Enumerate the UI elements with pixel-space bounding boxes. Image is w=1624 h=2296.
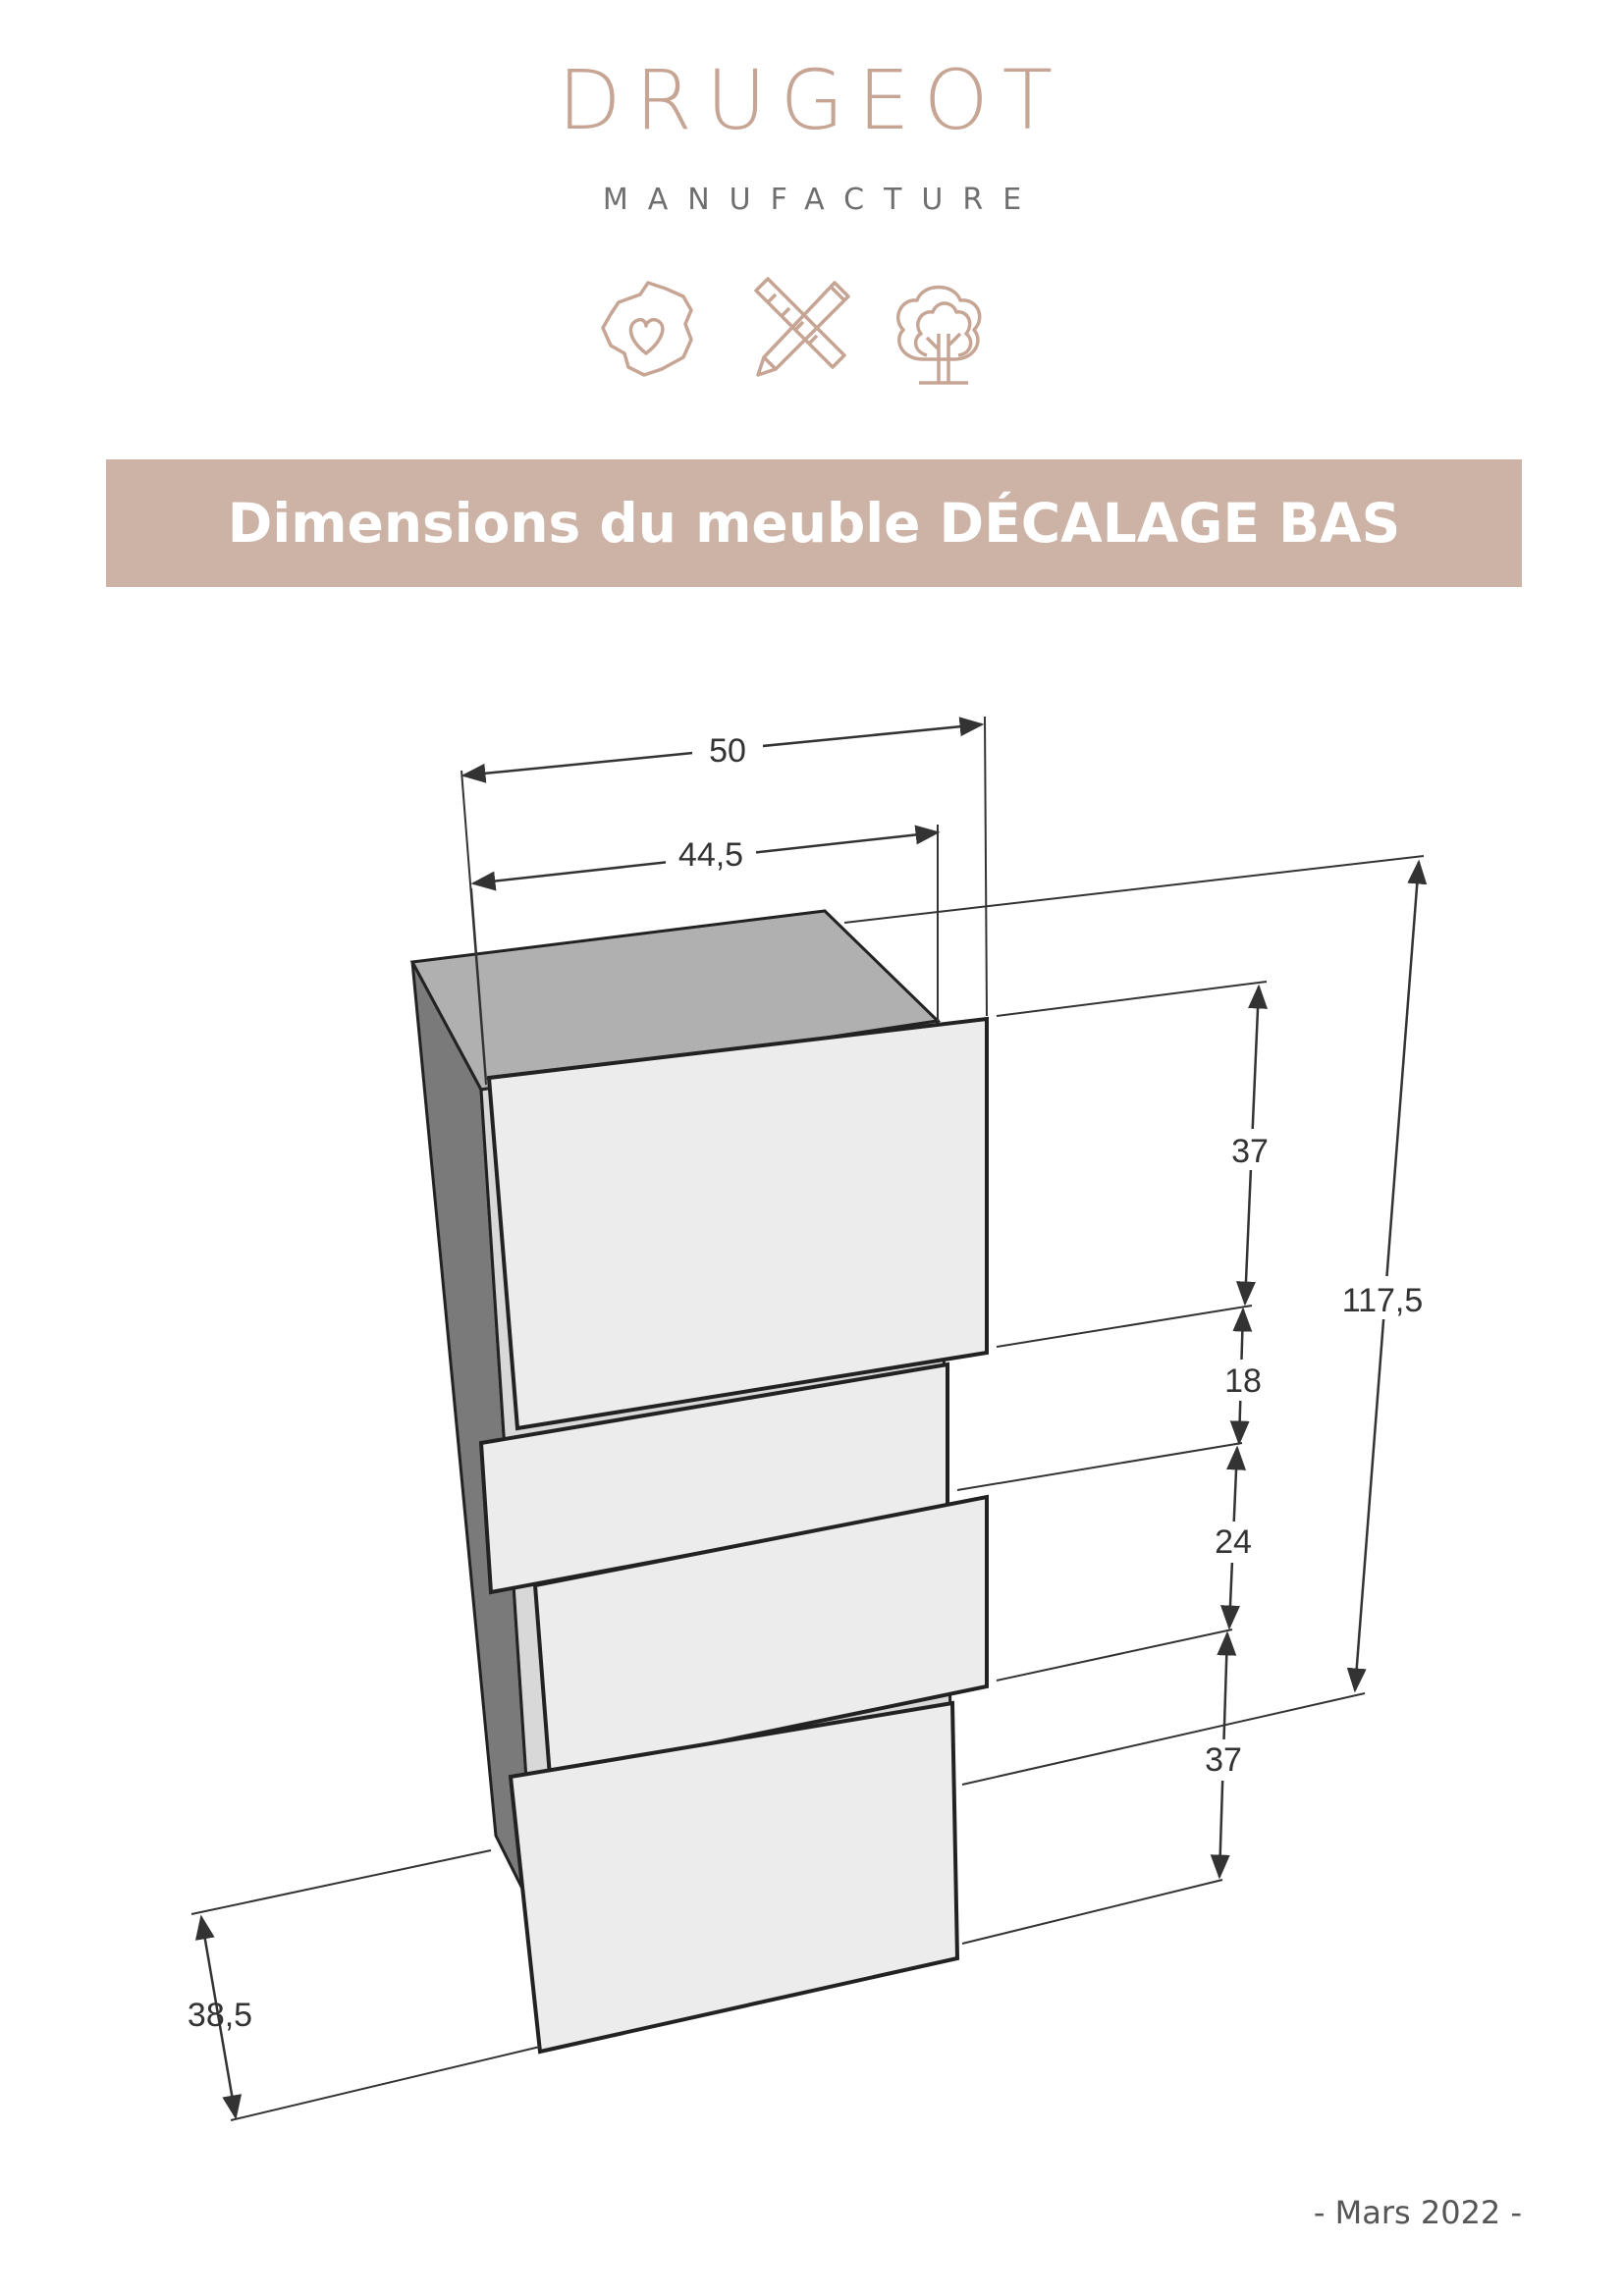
dimension-label-depth: 38,5 (187, 1997, 253, 2034)
dimension-label-drawer-2: 18 (1224, 1362, 1262, 1400)
dimension-label-inner-width: 44,5 (677, 836, 744, 874)
dimension-label-total-height: 117,5 (1341, 1282, 1424, 1319)
title-banner (106, 459, 1522, 587)
dimension-label-drawer-3: 24 (1215, 1523, 1252, 1561)
drawer-fronts (481, 1019, 987, 2052)
dimension-label-drawer-4: 37 (1205, 1741, 1242, 1779)
tree-icon (898, 288, 980, 384)
dimension-label-total-width: 50 (709, 732, 746, 770)
furniture-dimension-drawing (0, 667, 1624, 2140)
brand-subtitle: MANUFACTURE (602, 183, 1042, 217)
dimension-label-drawer-1: 37 (1231, 1133, 1269, 1170)
pencil-ruler-icon (756, 279, 848, 375)
brand-icons (589, 275, 1041, 393)
brand-name: DRUGEOT (557, 52, 1067, 148)
document-date: - Mars 2022 - (1313, 2194, 1522, 2231)
brand-logo (0, 52, 1624, 217)
page-title: Dimensions du meuble DÉCALAGE BAS (227, 492, 1401, 555)
france-heart-icon (603, 283, 691, 375)
